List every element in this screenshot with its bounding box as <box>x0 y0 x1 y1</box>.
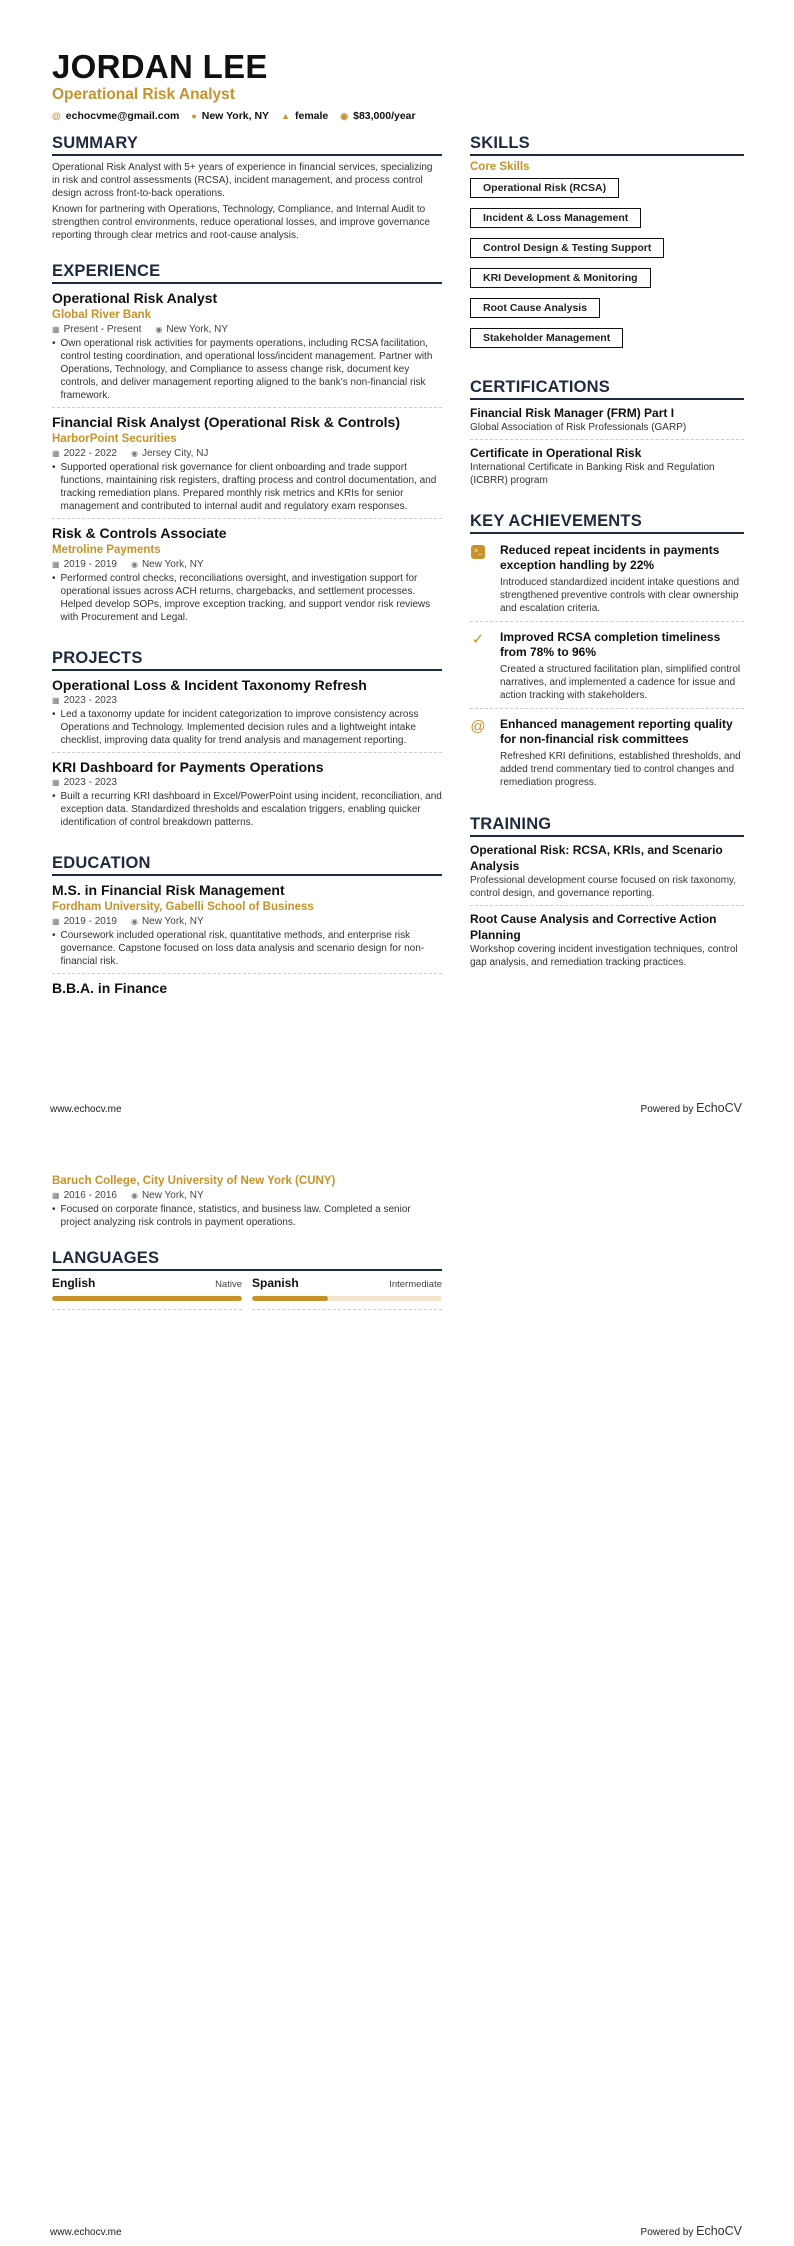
experience-entry: Financial Risk Analyst (Operational Risk & Controls) HarborPoint Securities ▦ 2022 - 2022 ◉ Jersey City, NJ • Supported operational risk governance for client onboarding and trade support functions, maintaining risk registers, drafting process and control documentation, and tracking remediation plans. Prepared monthly risk metrics and KRIs for senior management and contributed to internal audit and regulatory exam responses. <box>52 413 442 519</box>
calendar-icon: ▦ <box>52 1191 60 1200</box>
job-title: Financial Risk Analyst (Operational Risk & Controls) <box>52 414 400 430</box>
degree: B.B.A. in Finance <box>52 980 168 996</box>
footer-powered-label: Powered by <box>640 2227 694 2238</box>
summary-paragraph: Known for partnering with Operations, Technology, Compliance, and Internal Audit to strengthen control environments, reduce operational losses, and improve governance reporting through clear metrics and root-cause analysis. <box>52 204 430 241</box>
job-description: Performed control checks, reconciliations oversight, and investigation support for operational issues across ACH returns, chargebacks, and settlement processes. Helped develop SOPs, improve exception tracking, and support vendor risk reviews with Procurement and Legal. <box>60 573 431 623</box>
left-column <box>52 134 442 1017</box>
training-title: Operational Risk: RCSA, KRIs, and Scenario Analysis <box>470 843 723 873</box>
dates: 2023 - 2023 <box>63 777 117 788</box>
certification-entry <box>470 405 744 440</box>
experience-section <box>52 262 442 629</box>
project-description: Built a recurring KRI dashboard in Excel/PowerPoint using incident, reconciliation, and exception data. Standardized thresholds and escalation triggers, enabling quicker identification of control breakdown patterns. <box>60 791 442 828</box>
education-entry: M.S. in Financial Risk Management Fordham University, Gabelli School of Business ▦ 2019 - 2019 ◉ New York, NY • Coursework included operational risk, quantitative methods, and enterprise risk governance. Capstone focused on loss data analysis and scenario design for non-financial risk. <box>52 881 442 974</box>
certification-issuer: International Certificate in Banking Risk and Regulation (ICBRR) program <box>470 462 715 486</box>
email-icon: @ <box>52 111 61 121</box>
at-icon: @ <box>470 718 486 735</box>
language-level: Intermediate <box>389 1279 442 1290</box>
resume-header <box>52 50 416 122</box>
language-level: Native <box>215 1279 242 1290</box>
skill-tag: Root Cause Analysis <box>470 298 600 318</box>
job-title: Risk & Controls Associate <box>52 525 227 541</box>
achievement-title: Improved RCSA completion timeliness from 78% to 96% <box>500 630 721 659</box>
certification-issuer: Global Association of Risk Professionals (GARP) <box>470 422 687 433</box>
footer-powered-label: Powered by <box>640 1104 694 1115</box>
job-description: Own operational risk activities for payments operations, including RCSA facilitation, control testing coordination, and operational loss/incident management. Partner with Operations, Technology, and Compliance to assess change risk, document key controls, and deliver management reporting aligned to the bank’s non-financial risk framework. <box>60 338 433 401</box>
footer-brand[interactable]: EchoCV <box>696 2224 742 2238</box>
job-description: Supported operational risk governance for client onboarding and trade support functions, maintaining risk registers, drafting process and control documentation, and tracking remediation plans. Prepared monthly risk metrics and KRIs for senior management and contributed to internal audit and regulatory exam responses. <box>60 462 437 512</box>
languages-section <box>52 1249 442 1310</box>
calendar-icon: ▦ <box>52 778 60 787</box>
projects-section <box>52 649 442 834</box>
section-heading: EXPERIENCE <box>52 262 442 284</box>
job-location: New York, NY <box>166 324 229 335</box>
money-icon: ◉ <box>340 110 349 121</box>
training-description: Workshop covering incident investigation techniques, control gap analysis, and remediation tracking practices. <box>470 944 738 968</box>
achievement-title: Enhanced management reporting quality for non-financial risk committees <box>500 717 733 746</box>
location-pin-icon: ◉ <box>155 325 163 334</box>
skill-tag: KRI Development & Monitoring <box>470 268 651 288</box>
achievements-section <box>470 512 744 795</box>
calendar-icon: ▦ <box>52 560 60 569</box>
certification-entry <box>470 445 744 492</box>
achievement-entry <box>470 539 744 622</box>
dates: 2019 - 2019 <box>63 916 117 927</box>
language-name: English <box>52 1276 96 1290</box>
project-title: Operational Loss & Incident Taxonomy Refresh <box>52 677 367 693</box>
calendar-icon: ▦ <box>52 696 60 705</box>
training-title: Root Cause Analysis and Corrective Action Planning <box>470 912 717 942</box>
dates: 2022 - 2022 <box>63 448 117 459</box>
section-heading: SKILLS <box>470 134 744 156</box>
language-name: Spanish <box>252 1276 299 1290</box>
left-column-continued <box>52 1173 442 1330</box>
page-footer <box>50 1101 742 1115</box>
job-title: Operational Risk Analyst <box>52 290 218 306</box>
certifications-section <box>470 378 744 492</box>
experience-entry: Operational Risk Analyst Global River Bank ▦ Present - Present ◉ New York, NY • Own operational risk activities for payments operations, including RCSA facilitation, control testing coordination, and operational loss/incident management. Partner with Operations, Technology, and Compliance to assess change risk, document key controls, and deliver management reporting aligned to the bank’s non-financial risk framework. <box>52 289 442 408</box>
candidate-role: Operational Risk Analyst <box>52 86 235 103</box>
section-heading: PROJECTS <box>52 649 442 671</box>
dates: 2023 - 2023 <box>63 695 117 706</box>
salary: $83,000/year <box>353 110 416 122</box>
terminal-icon: >_ <box>471 545 485 559</box>
section-heading: TRAINING <box>470 815 744 837</box>
calendar-icon: ▦ <box>52 917 60 926</box>
education-description: Focused on corporate finance, statistics, and business law. Completed a senior project analyzing risk controls in payment operations. <box>60 1204 411 1228</box>
school-location: New York, NY <box>141 1190 204 1201</box>
achievement-description: Created a structured facilitation plan, simplified control narratives, and implemented a cadence for issue and action tracking with stakeholders. <box>500 664 741 701</box>
job-location: New York, NY <box>141 559 204 570</box>
section-heading: EDUCATION <box>52 854 442 876</box>
footer-site-link[interactable]: www.echocv.me <box>50 1104 122 1115</box>
degree: M.S. in Financial Risk Management <box>52 882 285 898</box>
company: HarborPoint Securities <box>52 433 177 445</box>
school: Baruch College, City University of New York (CUNY) <box>52 1175 336 1187</box>
section-heading: KEY ACHIEVEMENTS <box>470 512 744 534</box>
dates: Present - Present <box>63 324 142 335</box>
dates: 2016 - 2016 <box>63 1190 117 1201</box>
training-entry <box>470 842 744 906</box>
language-proficiency-bar <box>252 1296 442 1301</box>
training-entry <box>470 911 744 974</box>
check-icon: ✓ <box>471 631 485 648</box>
person-icon: ▲ <box>281 111 290 121</box>
achievement-entry <box>470 626 744 709</box>
company: Metroline Payments <box>52 544 161 556</box>
certification-title: Certificate in Operational Risk <box>470 446 642 460</box>
education-section-continued: Baruch College, City University of New York (CUNY) ▦ 2016 - 2016 ◉ New York, NY • Focused on corporate finance, statistics, and business law. Completed a senior project analyzing risk controls in payment operations. <box>52 1173 442 1229</box>
language-entry <box>252 1276 442 1310</box>
location-pin-icon: ◉ <box>130 1191 138 1200</box>
skill-tag: Stakeholder Management <box>470 328 623 348</box>
achievement-title: Reduced repeat incidents in payments exception handling by 22% <box>500 543 720 572</box>
section-heading: CERTIFICATIONS <box>470 378 744 400</box>
achievement-entry <box>470 713 744 795</box>
location-pin-icon: ◉ <box>130 917 138 926</box>
language-proficiency-fill <box>52 1296 242 1301</box>
certification-title: Financial Risk Manager (FRM) Part I <box>470 406 675 420</box>
education-description: Coursework included operational risk, quantitative methods, and enterprise risk governance. Capstone focused on loss data analysis and scenario design for non-financial risk. <box>60 930 425 967</box>
right-column <box>470 134 744 994</box>
achievement-description: Introduced standardized incident intake questions and strengthened preventive controls with clear ownership and escalation criteria. <box>500 577 740 614</box>
skill-tag: Operational Risk (RCSA) <box>470 178 619 198</box>
section-heading: SUMMARY <box>52 134 442 156</box>
gender: female <box>294 110 329 122</box>
summary-section <box>52 134 442 242</box>
location-pin-icon: ◉ <box>130 560 138 569</box>
skill-tag: Control Design & Testing Support <box>470 238 664 258</box>
footer-site-link[interactable]: www.echocv.me <box>50 2227 122 2238</box>
achievement-description: Refreshed KRI definitions, established thresholds, and added trend commentary tied to control changes and remediation progress. <box>500 751 741 788</box>
experience-entry: Risk & Controls Associate Metroline Payments ▦ 2019 - 2019 ◉ New York, NY • Performed control checks, reconciliations oversight, and investigation support for operational issues across ACH returns, chargebacks, and settlement processes. Helped develop SOPs, improve exception tracking, and support vendor risk reviews with Procurement and Legal. <box>52 524 442 629</box>
contact-info <box>52 110 416 122</box>
page-footer <box>50 2224 742 2238</box>
job-location: Jersey City, NJ <box>141 448 209 459</box>
training-description: Professional development course focused on risk taxonomy, control design, and governance reporting. <box>470 875 737 899</box>
training-section <box>470 815 744 974</box>
footer-brand[interactable]: EchoCV <box>696 1101 742 1115</box>
location-pin-icon: ● <box>191 111 197 121</box>
location: New York, NY <box>201 110 270 122</box>
resume-page-2 <box>0 1123 794 2246</box>
section-heading: LANGUAGES <box>52 1249 442 1271</box>
summary-paragraph: Operational Risk Analyst with 5+ years of experience in financial services, specializing in risk and control assessments (RCSA), incident management, and process control design across front-to-back operations. <box>52 162 433 199</box>
school: Fordham University, Gabelli School of Business <box>52 901 314 913</box>
location-pin-icon: ◉ <box>130 449 138 458</box>
company: Global River Bank <box>52 309 152 321</box>
school-location: New York, NY <box>141 916 204 927</box>
skills-list <box>470 178 744 358</box>
language-entry <box>52 1276 242 1310</box>
education-section <box>52 854 442 997</box>
project-entry: Operational Loss & Incident Taxonomy Refresh ▦ 2023 - 2023 • Led a taxonomy update for incident categorization to improve consistency across Operations and Technology. Implemented decision rules and a lightweight intake checklist, improving data quality for trend analysis and management reporting. <box>52 676 442 753</box>
email[interactable]: echocvme@gmail.com <box>65 110 180 122</box>
project-title: KRI Dashboard for Payments Operations <box>52 759 324 775</box>
skills-group-title: Core Skills <box>470 161 530 173</box>
calendar-icon: ▦ <box>52 325 60 334</box>
candidate-name: JORDAN LEE <box>52 48 268 85</box>
skills-section <box>470 134 744 358</box>
calendar-icon: ▦ <box>52 449 60 458</box>
language-proficiency-bar <box>52 1296 242 1301</box>
project-description: Led a taxonomy update for incident categorization to improve consistency across Operations and Technology. Implemented decision rules and a lightweight intake checklist, improving data quality for trend analysis and management reporting. <box>60 709 419 746</box>
dates: 2019 - 2019 <box>63 559 117 570</box>
language-proficiency-fill <box>252 1296 328 1301</box>
skill-tag: Incident & Loss Management <box>470 208 641 228</box>
project-entry: KRI Dashboard for Payments Operations ▦ 2023 - 2023 • Built a recurring KRI dashboard in Excel/PowerPoint using incident, reconciliation, and exception data. Standardized thresholds and escalation triggers, enabling quicker identification of control breakdown patterns. <box>52 759 442 828</box>
